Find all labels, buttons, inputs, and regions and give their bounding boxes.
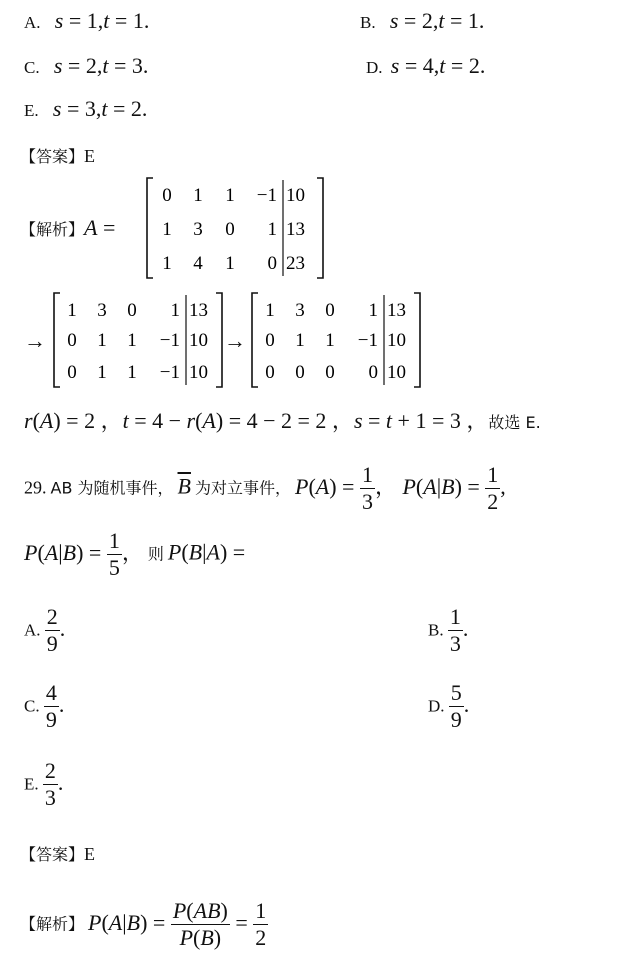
bayes-fraction: $\frac{P(AB)}{P(B)}$ [172,898,228,950]
matrix-entry: 0 [295,362,305,383]
matrix-entry: 13 [189,300,208,321]
q29-stem: 29. AB 为随机事件， $\overline{B}$ 为对立事件， P(A) = $\frac{1}{3}$ ， P(A|B) = $\frac{1}{2}$ , [24,462,506,514]
matrix-entry: 1 [368,300,378,321]
q29-option-a: A. $\frac{2}{9}$ . [24,604,66,656]
option-e: E. s = 3,t = 2. [24,96,148,121]
matrix-entry: 1 [162,219,172,240]
matrix-entry: 0 [67,330,77,351]
matrix-entry: 10 [387,362,406,383]
q28-answer [20,144,95,167]
conclusion-text: 故选 E. [488,413,541,432]
matrix-entry: 1 [267,219,277,240]
matrix-entry: −1 [159,362,180,383]
q29-stem-line2: P(A|B) = $\frac{1}{5}$ ， 则 P(B|A) = [24,528,246,580]
option-label: C. [24,58,40,77]
option-d: D. s = 4,t = 2. [366,53,486,78]
matrix-entry: −1 [159,330,180,351]
option-label: E. [24,101,39,120]
matrix-b [52,290,224,390]
option-label: B. [360,13,376,32]
matrix-entry: 1 [162,253,172,274]
q29-analysis: 【解析】 P(A|B) = $\frac{P(AB)}{P(B)}$ = $\frac{1}{2}$ [20,898,267,950]
matrix-entry: 1 [295,330,305,351]
answer-value: E [84,844,96,864]
matrix-name-a: A [84,215,98,240]
matrix-entry: 1 [325,330,335,351]
matrix-entry: 1 [265,300,275,321]
matrix-entry: 3 [97,300,107,321]
matrix-entry: 0 [67,362,77,383]
b-bar: $\overline{B}$ [177,473,191,499]
matrix-entry: 4 [193,253,203,274]
matrix-entry: 10 [189,330,208,351]
matrix-entry: 10 [286,185,305,206]
matrix-entry: 1 [67,300,77,321]
matrix-entry: 10 [189,362,208,383]
p-a-given-bbar-fraction: $\frac{1}{5}$ [108,528,120,580]
matrix-entry: 0 [368,362,378,383]
option-b: B. s = 2,t = 1. [360,8,485,33]
matrix-a [145,175,325,281]
matrix-entry: 0 [325,300,335,321]
matrix-entry: 13 [286,219,305,240]
matrix-entry: 0 [265,330,275,351]
matrix-entry: 10 [387,330,406,351]
arrow-1: → [24,328,46,353]
q29-option-c: C. $\frac{4}{9}$ . [24,680,65,732]
p-a-given-b-fraction: $\frac{1}{2}$ [487,462,499,514]
matrix-entry: 1 [170,300,180,321]
matrix-c [250,290,422,390]
analysis-tag: 【解析】 [20,914,85,934]
arrow-2: → [224,328,246,353]
matrix-entry: 0 [325,362,335,383]
matrix-entry: −1 [256,185,277,206]
matrix-entry: 1 [225,185,235,206]
matrix-entry: 1 [97,362,107,383]
matrix-entry: 3 [193,219,203,240]
matrix-entry: 1 [193,185,203,206]
matrix-entry: 3 [295,300,305,321]
q29-option-e: E. $\frac{2}{3}$ . [24,758,64,810]
matrix-entry: 0 [267,253,277,274]
matrix-entry: 1 [127,362,137,383]
matrix-entry: 1 [97,330,107,351]
q29-option-d: D. $\frac{5}{9}$ . [428,680,470,732]
answer-tag: 【答案】 [20,845,85,864]
result-fraction: $\frac{1}{2}$ [255,898,267,950]
option-a: A. s = 1,t = 1. [24,8,150,33]
matrix-entry: 1 [225,253,235,274]
matrix-entry: 0 [225,219,235,240]
q28-analysis-tag: 【解析】A = [20,215,116,240]
matrix-entry: 1 [127,330,137,351]
matrix-entry: 0 [127,300,137,321]
q29-answer [20,842,95,865]
matrix-entry: 0 [265,362,275,383]
matrix-entry: −1 [357,330,378,351]
p-a-fraction: $\frac{1}{3}$ [361,462,373,514]
rank-conclusion: r(A) = 2 ，t = 4 − r(A) = 4 − 2 = 2 ，s = t + 1 = 3 ，故选 E. [24,408,541,433]
option-label: D. [366,58,383,77]
matrix-entry: 13 [387,300,406,321]
option-label: A. [24,13,41,32]
q29-option-b: B. $\frac{1}{3}$ . [428,604,469,656]
matrix-entry: 0 [162,185,172,206]
question-number: 29. [24,477,47,498]
answer-tag: 【答案】 [20,147,85,166]
matrix-entry: 23 [286,253,305,274]
answer-value: E [84,146,96,166]
option-c: C. s = 2,t = 3. [24,53,149,78]
